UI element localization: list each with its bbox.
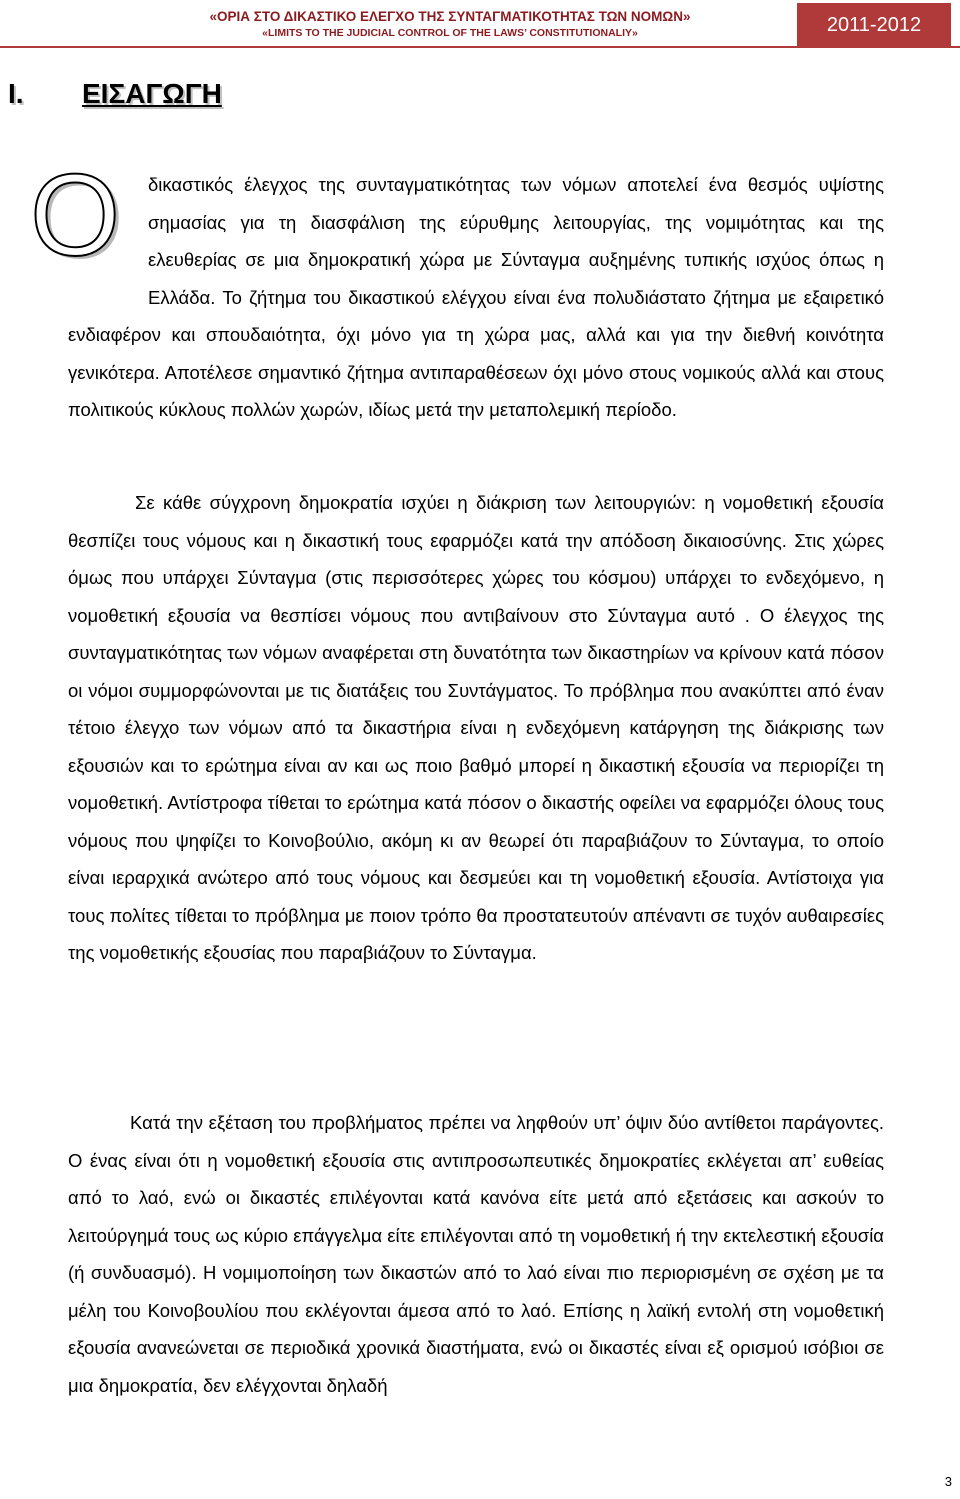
page-number: 3 [944, 1474, 952, 1489]
header-title-english: «LIMITS TO THE JUDICIAL CONTROL OF THE LAWS’ CONSTITUTIONALIY» [262, 27, 638, 39]
section-number: I. [8, 78, 24, 109]
header-titles [110, 9, 790, 41]
drop-cap: Ο [30, 150, 121, 280]
paragraph-1: δικαστικός έλεγχος της συνταγματικότητας των νόμων αποτελεί ένα θεσμός υψίστης σημασίας για τη διασφάλιση της εύρυθμης λειτουργίας, της νομιμότητας και της ελευθερίας σε μια δημοκρατική χώρα με Σύνταγμα αυξημένης τυπικής ισχύος όπως η Ελλάδα. Το ζήτημα του δικαστικού ελέγχου είναι ένα πολυδιάστατο ζήτημα με εξαιρετικό ενδιαφέρον και σπουδαιότητα, όχι μόνο για τη χώρα μας, αλλά και για την διεθνή κοινότητα γενικότερα. Αποτέλεσε σημαντικό ζήτημα αντιπαραθέσεων όχι μόνο στους νομικούς αλλά και στους πολιτικούς κύκλους πολλών χωρών, ιδίως μετά την μεταπολεμική περίοδο. [68, 174, 884, 420]
page-header [0, 0, 960, 48]
year-badge: 2011-2012 [797, 3, 951, 47]
header-title-greek: «ΟΡΙΑ ΣΤΟ ΔΙΚΑΣΤΙΚΟ ΕΛΕΓΧΟ ΤΗΣ ΣΥΝΤΑΓΜΑΤΙΚΟΤΗΤΑΣ ΤΩΝ ΝΟΜΩΝ» [209, 9, 691, 24]
section-heading [8, 78, 222, 110]
header-divider [0, 46, 960, 48]
paragraph-3: Κατά την εξέταση του προβλήματος πρέπει να ληφθούν υπ’ όψιν δύο αντίθετοι παράγοντες. Ο ένας είναι ότι η νομοθετική εξουσία στις αντιπροσωπευτικές δημοκρατίες εκλέγεται απ’ ευθείας από το λαό, ενώ οι δικαστές επιλέγονται κατά κανόνα είτε μετά από εξετάσεις και ασκούν το λειτούργημά τους ως κύριο επάγγελμα είτε επιλέγονται από τη νομοθετική ή την εκτελεστική εξουσία (ή συνδυασμό). Η νομιμοποίηση των δικαστών από το λαό είναι πιο περιορισμένη σε σχέση με τα μέλη του Κοινοβουλίου που εκλέγονται άμεσα από το λαό. Επίσης η λαϊκή εντολή στη νομοθετική εξουσία ανανεώνεται σε περιοδικά χρονικά διαστήματα, ενώ οι δικαστές είναι εξ ορισμού ισόβιοι σε μια δημοκρατία, δεν ελέγχονται δηλαδή [68, 1112, 884, 1396]
paragraph-2: Σε κάθε σύγχρονη δημοκρατία ισχύει η διάκριση των λειτουργιών: η νομοθετική εξουσία θεσπίζει τους νόμους και η δικαστική τους εφαρμόζει κατά την απόδοση δικαιοσύνης. Στις χώρες όμως που υπάρχει Σύνταγμα (στις περισσότερες χώρες του κόσμου) υπάρχει το ενδεχόμενο, η νομοθετική εξουσία να θεσπίσει νόμους που αντιβαίνουν στο Σύνταγμα αυτό . Ο έλεγχος της συνταγματικότητας των νόμων αναφέρεται στη δυνατότητα των δικαστηρίων να κρίνουν κατά πόσον οι νόμοι συμμορφώνονται με τις διατάξεις του Συντάγματος. Το πρόβλημα που ανακύπτει από έναν τέτοιο έλεγχο των νόμων από τα δικαστήρια είναι η ενδεχόμενη κατάργηση της διάκρισης των εξουσιών και το ερώτημα είναι αν και ως ποιο βαθμό μπορεί η δικαστική εξουσία να περιορίζει τη νομοθετική. Αντίστροφα τίθεται το ερώτημα κατά πόσον ο δικαστής οφείλει να εφαρμόζει όλους τους νόμους που ψηφίζει το Κοινοβούλιο, ακόμη κι αν θεωρεί ότι παραβιάζουν το Σύνταγμα, το οποίο είναι ιεραρχικά ανώτερο από τους νόμους και δεσμεύει και τη νομοθετική εξουσία. Αντίστοιχα για τους πολίτες τίθεται το πρόβλημα με ποιον τρόπο θα προστατευτούν απέναντι σε τυχόν αυθαιρεσίες της νομοθετικής εξουσίας που παραβιάζουν το Σύνταγμα. [68, 492, 884, 963]
section-title: ΕΙΣΑΓΩΓΗ [82, 78, 222, 109]
